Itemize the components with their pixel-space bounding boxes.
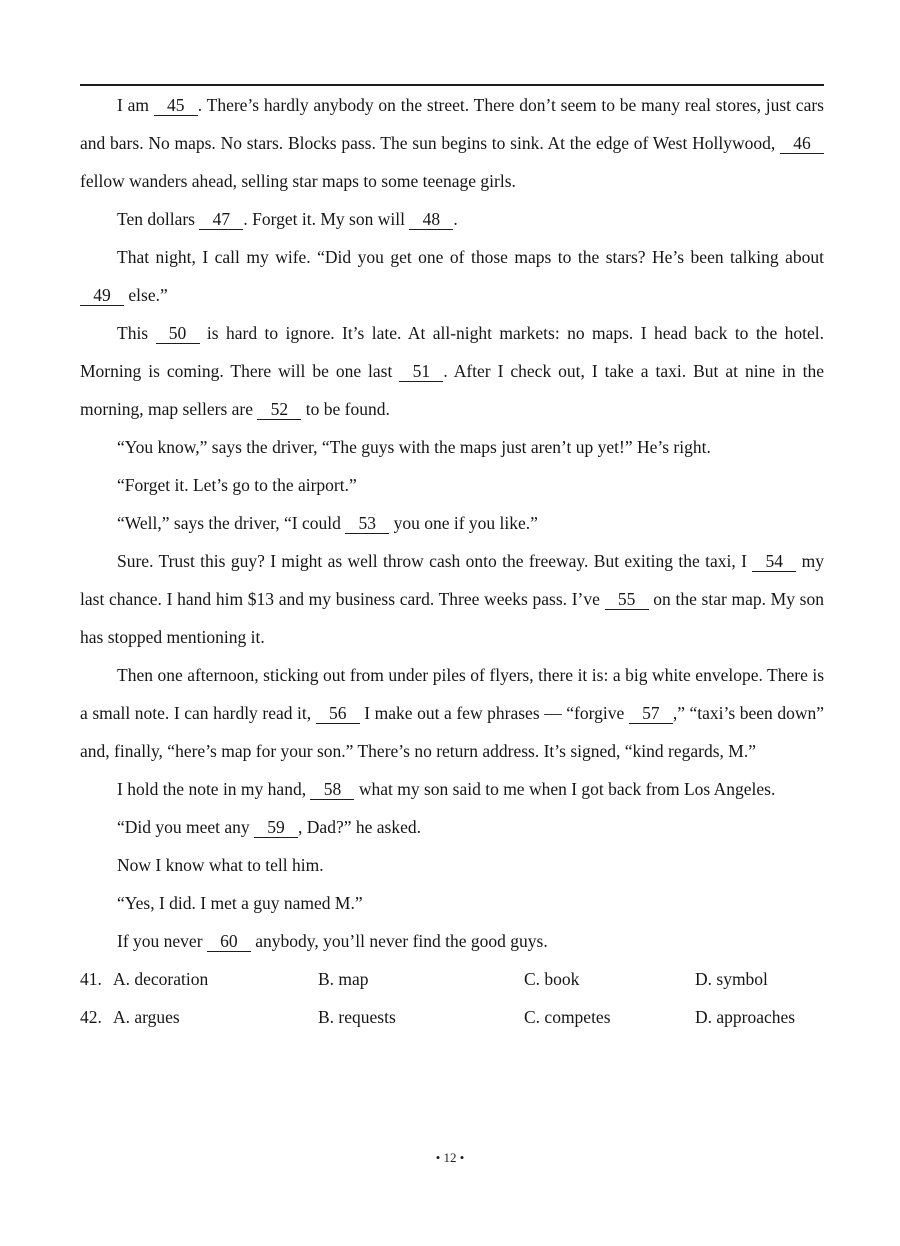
choice-41-c: C. book <box>524 969 580 989</box>
choice-42-a: A. argues <box>113 1007 180 1027</box>
choice-41-a: A. decoration <box>113 969 209 989</box>
page-number: • 12 • <box>435 1150 465 1165</box>
passage-paragraph: Then one afternoon, sticking out from under piles of flyers, there it is: a big white envelope. There is a small note. I can hardly read it, 56 I make out a few phrases — “forgive 57 ,” “taxi’s been down” and, finally, “here’s map for your son.” There’s no return address. It’s signed, “kind regards, M.” <box>80 665 825 761</box>
cloze-blank-60: 60 <box>207 931 251 952</box>
choice-42-c: C. competes <box>524 1007 611 1027</box>
option-row-42 <box>80 998 824 1036</box>
cloze-blank-59: 59 <box>254 817 298 838</box>
passage-paragraph: That night, I call my wife. “Did you get one of those maps to the stars? He’s been talking about 49 else.” <box>80 238 824 314</box>
question-number-41: 41. <box>80 969 102 989</box>
passage-paragraph: I hold the note in my hand, 58 what my son said to me when I got back from Los Angeles. <box>117 779 776 799</box>
cloze-passage <box>80 86 824 960</box>
cloze-blank-49: 49 <box>80 285 124 306</box>
passage-paragraph: “You know,” says the driver, “The guys with the maps just aren’t up yet!” He’s right. <box>117 437 711 457</box>
passage-paragraph: Now I know what to tell him. <box>117 855 324 875</box>
cloze-blank-51: 51 <box>399 361 443 382</box>
question-number-42: 42. <box>80 1007 102 1027</box>
passage-paragraph: “Well,” says the driver, “I could 53 you one if you like.” <box>117 513 538 533</box>
cloze-blank-55: 55 <box>605 589 649 610</box>
cloze-blank-58: 58 <box>310 779 354 800</box>
cloze-blank-56: 56 <box>316 703 360 724</box>
cloze-blank-53: 53 <box>345 513 389 534</box>
passage-paragraph: I am 45 . There’s hardly anybody on the street. There don’t seem to be many real stores, just cars and bars. No maps. No stars. Blocks pass. The sun begins to sink. At the edge of West Hollywood, 46 fellow wanders ahead, selling star maps to some teenage girls. <box>80 95 824 191</box>
cloze-blank-46: 46 <box>780 133 824 154</box>
cloze-blank-47: 47 <box>199 209 243 230</box>
passage-paragraph: Ten dollars 47 . Forget it. My son will 48 . <box>117 209 458 229</box>
cloze-blank-52: 52 <box>257 399 301 420</box>
passage-paragraph: This 50 is hard to ignore. It’s late. At all-night markets: no maps. I head back to the hotel. Morning is coming. There will be one last 51 . After I check out, I take a taxi. But at nine in the morning, map sellers are 52 to be found. <box>80 323 824 419</box>
choice-41-b: B. map <box>318 969 369 989</box>
passage-paragraph: “Did you meet any 59 , Dad?” he asked. <box>117 817 421 837</box>
cloze-blank-45: 45 <box>154 95 198 116</box>
cloze-blank-48: 48 <box>409 209 453 230</box>
choice-42-d: D. approaches <box>695 1007 796 1027</box>
passage-paragraph: “Forget it. Let’s go to the airport.” <box>117 475 357 495</box>
passage-paragraph: “Yes, I did. I met a guy named M.” <box>117 893 363 913</box>
option-row-41 <box>80 960 824 998</box>
cloze-blank-54: 54 <box>752 551 796 572</box>
answer-options <box>80 960 824 1036</box>
passage-paragraph: Sure. Trust this guy? I might as well throw cash onto the freeway. But exiting the taxi, I 54 my last chance. I hand him $13 and my business card. Three weeks pass. I’ve 55 on the star map. My son has stopped mentioning it. <box>80 551 825 647</box>
cloze-blank-50: 50 <box>156 323 200 344</box>
choice-42-b: B. requests <box>318 1007 396 1027</box>
choice-41-d: D. symbol <box>695 969 768 989</box>
passage-paragraph: If you never 60 anybody, you’ll never find the good guys. <box>117 931 548 951</box>
cloze-blank-57: 57 <box>629 703 673 724</box>
